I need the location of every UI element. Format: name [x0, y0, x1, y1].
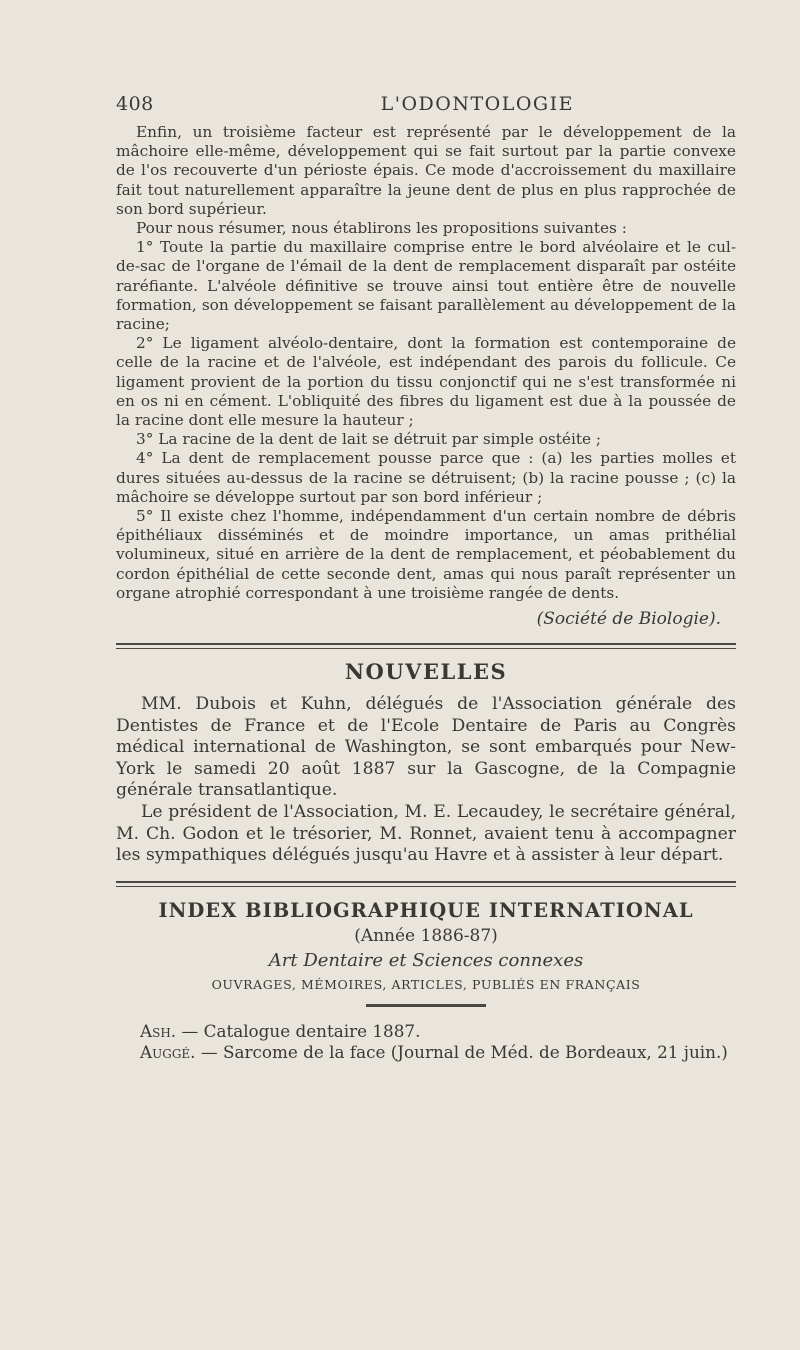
- news-body: [116, 694, 736, 867]
- source-citation: (Société de Biologie).: [536, 609, 721, 630]
- page-content: [116, 93, 736, 1063]
- entry-author: Ash.: [140, 1020, 177, 1041]
- entry-author: Auggé.: [140, 1041, 196, 1062]
- article-body: [116, 123, 736, 603]
- entry-text: — Catalogue dentaire 1887.: [181, 1020, 421, 1041]
- paragraph: 3° La racine de la dent de lait se détruit par simple ostéite ;: [136, 430, 602, 449]
- paragraph: Enfin, un troisième facteur est représenté par le développement de la mâchoire elle-même, développement qui se fait surtout par la partie convexe de l'os recouverte d'un périoste épais. Ce mode d'accroissement du maxillaire fait tout naturellement apparaître la jeune dent de plus en plus rapprochée de son bord supérieur.: [116, 123, 736, 218]
- paragraph: 2° Le ligament alvéolo-dentaire, dont la formation est contemporaine de celle de la racine et de l'alvéole, est indépendant des parois du follicule. Ce ligament provient de la portion du tissu conjonctif qui ne s'est transformée ni en os ni en cément. L'obliquité des fibres du ligament est due à la poussée de la racine dont elle mesure la hauteur ;: [116, 334, 736, 430]
- section-divider: [116, 881, 736, 887]
- entry-text: — Sarcome de la face (Journal de Méd. de Bordeaux, 21 juin.): [200, 1041, 728, 1062]
- paragraph: 5° Il existe chez l'homme, indépendamment d'un certain nombre de débris épithéliaux disséminés et de moindre importance, un amas prithélial volumineux, situé en arrière de la dent de remplacement, et péobablement du cordon épithélial de cette seconde dent, amas qui nous paraît représenter un organe atrophié correspondant à une troisième rangée de dents.: [116, 507, 736, 602]
- index-types: OUVRAGES, MÉMOIRES, ARTICLES, PUBLIÉS EN FRANÇAIS: [211, 976, 641, 992]
- bibliography-entry: [116, 1021, 736, 1042]
- paragraph: 4° La dent de remplacement pousse parce que : (a) les parties molles et dures situées au-dessus de la racine se détruisent; (b) la racine pousse ; (c) la mâchoire se développe surtout par son bord inférieur ;: [116, 449, 736, 506]
- bibliography-list: [116, 1021, 736, 1063]
- paragraph: 1° Toute la partie du maxillaire comprise entre le bord alvéolaire et le cul-de-sac de l'organe de l'émail de la dent de remplacement disparaît par ostéite raréfiante. L'alvéole définitive se trouve ainsi tout entière être de nouvelle formation, son développement se faisant parallèlement au développement de la racine;: [116, 238, 736, 334]
- news-paragraph: MM. Dubois et Kuhn, délégués de l'Association générale des Dentistes de France et de l'Ecole Dentaire de Paris au Congrès médical international de Washington, se sont embarqués pour New-York le samedi 20 août 1887 sur la Gascogne, de la Compagnie générale transatlantique.: [116, 694, 736, 801]
- running-title: L'ODONTOLOGIE: [380, 93, 574, 115]
- index-year: (Année 1886-87): [354, 925, 498, 946]
- index-subtitle: Art Dentaire et Sciences connexes: [268, 949, 584, 971]
- bibliography-entry: [116, 1042, 736, 1063]
- page-number: 408: [116, 93, 154, 115]
- news-heading: NOUVELLES: [344, 659, 508, 685]
- section-divider: [116, 643, 736, 649]
- running-header: [116, 93, 736, 123]
- index-heading: INDEX BIBLIOGRAPHIQUE INTERNATIONAL: [158, 898, 694, 922]
- short-divider: [366, 1004, 486, 1007]
- paragraph: Pour nous résumer, nous établirons les propositions suivantes :: [136, 219, 627, 238]
- news-paragraph: Le président de l'Association, M. E. Lecaudey, le secrétaire général, M. Ch. Godon et le trésorier, M. Ronnet, avaient tenu à accompagner les sympathiques délégués jusqu'au Havre et à assister à leur départ.: [116, 802, 736, 866]
